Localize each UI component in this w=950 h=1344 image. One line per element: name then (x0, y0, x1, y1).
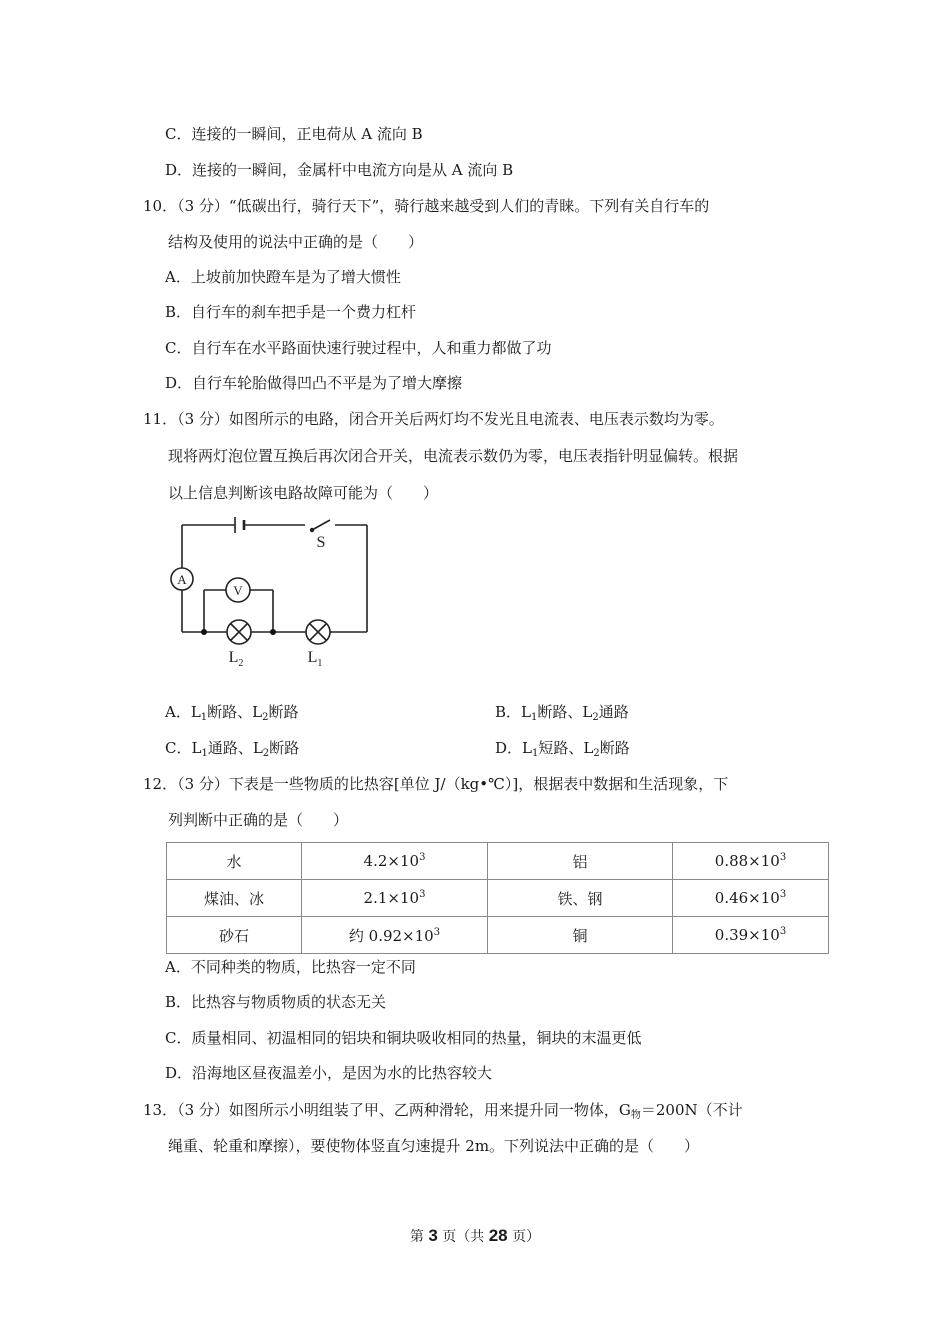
q10-option-a: A．上坡前加快蹬车是为了增大惯性 (165, 268, 401, 286)
q9-option-c: C．连接的一瞬间，正电荷从 A 流向 B (165, 125, 423, 143)
q11-stem-line3: 以上信息判断该电路故障可能为（ ） (168, 484, 439, 502)
switch-lever (312, 520, 330, 530)
table-cell: 水 (167, 843, 302, 880)
table-cell: 铁、钢 (488, 880, 673, 917)
junction-dot-right (270, 629, 276, 635)
table-cell: 铜 (488, 917, 673, 954)
voltmeter-label: V (233, 583, 243, 598)
table-cell: 砂石 (167, 917, 302, 954)
q13-stem-line1: 13．（3 分）如图所示小明组装了甲、乙两种滑轮，用来提升同一物体，$G_物=200N$（不计 (143, 1101, 743, 1121)
ammeter-label: A (177, 572, 187, 587)
q11-option-a: A．$L_1$断路、$L_2$断路 (165, 703, 299, 723)
specific-heat-table (166, 842, 829, 954)
page-number: 3 (428, 1226, 438, 1245)
q13-stem-line2: 绳重、轮重和摩擦），要使物体竖直匀速提升 2m。下列说法中正确的是（ ） (168, 1137, 700, 1155)
table-row (167, 880, 829, 917)
q12-option-c: C．质量相同、初温相同的铝块和铜块吸收相同的热量，铜块的末温更低 (165, 1029, 642, 1047)
q12-stem-line2: 列判断中正确的是（ ） (168, 811, 349, 829)
q11-option-b: B．$L_1$断路、$L_2$通路 (495, 703, 629, 723)
q11-option-c: C．$L_1$通路、$L_2$断路 (165, 739, 300, 759)
circuit-diagram (160, 510, 390, 675)
table-cell: 约 $0.92\times 10^3$ (302, 917, 488, 954)
q11-option-d: D．$L_1$短路、$L_2$断路 (495, 739, 630, 759)
lamp-l1-label: $L_1$ (307, 649, 323, 669)
junction-dot-left (201, 629, 207, 635)
q10-option-b: B．自行车的刹车把手是一个费力杠杆 (165, 303, 417, 321)
table-cell: $2.1\times 10^3$ (302, 880, 488, 917)
total-pages: 28 (488, 1226, 508, 1245)
q10-stem-line2: 结构及使用的说法中正确的是（ ） (168, 233, 424, 251)
table-cell: $4.2\times 10^3$ (302, 843, 488, 880)
q12-option-a: A．不同种类的物质，比热容一定不同 (165, 958, 416, 976)
lamp-l2-label: $L_2$ (228, 649, 244, 669)
table-cell: $0.88\times 10^3$ (673, 843, 829, 880)
q12-stem-line1: 12．（3 分）下表是一些物质的比热容[单位 J/（kg•℃）]，根据表中数据和生活现象，下 (143, 775, 729, 793)
table-cell: 铝 (488, 843, 673, 880)
q12-option-d: D．沿海地区昼夜温差小，是因为水的比热容较大 (165, 1064, 493, 1082)
q10-stem-line1: 10．（3 分）“低碳出行，骑行天下”，骑行越来越受到人们的青睐。下列有关自行车的 (143, 197, 710, 215)
table-cell: $0.39\times 10^3$ (673, 917, 829, 954)
table-row (167, 917, 829, 954)
q10-option-d: D．自行车轮胎做得凹凸不平是为了增大摩擦 (165, 374, 463, 392)
q10-option-c: C．自行车在水平路面快速行驶过程中，人和重力都做了功 (165, 339, 552, 357)
q11-stem-line2: 现将两灯泡位置互换后再次闭合开关，电流表示数仍为零，电压表指针明显偏转。根据 (168, 447, 739, 465)
table-row (167, 843, 829, 880)
q11-stem-line1: 11．（3 分）如图所示的电路，闭合开关后两灯均不发光且电流表、电压表示数均为零。 (143, 410, 724, 428)
q12-option-b: B．比热容与物质物质的状态无关 (165, 993, 387, 1011)
switch-label: S (316, 534, 326, 551)
q9-option-d: D．连接的一瞬间，金属杆中电流方向是从 A 流向 B (165, 161, 514, 179)
table-cell: 煤油、冰 (167, 880, 302, 917)
table-cell: $0.46\times 10^3$ (673, 880, 829, 917)
page-footer: 第 3 页（共 28 页） (409, 1226, 541, 1245)
